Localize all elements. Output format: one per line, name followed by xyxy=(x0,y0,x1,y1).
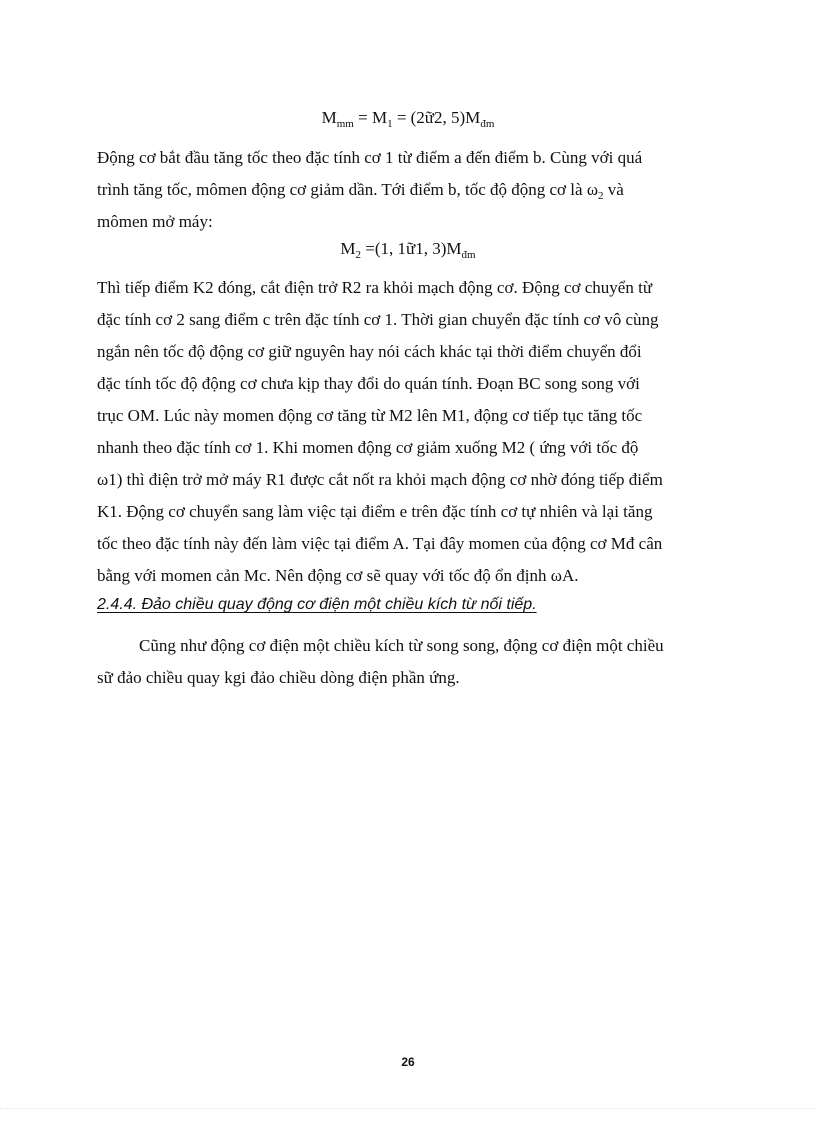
paragraph-3-line-2: sữ đảo chiều quay kgi đảo chiều dòng điện phần ứng. xyxy=(97,668,460,687)
formula-starting-torque xyxy=(0,106,816,130)
formula-1-mid: = M xyxy=(353,108,388,127)
paragraph-2-line: K1. Động cơ chuyển sang làm việc tại điểm e trên đặc tính cơ tự nhiên và lại tăng xyxy=(97,502,653,521)
paragraph-2-line: Thì tiếp điểm K2 đóng, cắt điện trở R2 ra khỏi mạch động cơ. Động cơ chuyển từ xyxy=(97,278,653,297)
paragraph-2-line: ω1) thì điện trở mở máy R1 được cắt nốt ra khỏi mạch động cơ nhờ đóng tiếp điểm xyxy=(97,470,663,489)
paragraph-1-line-2-text: trình tăng tốc, mômen động cơ giảm dần. Tới điểm b, tốc độ động cơ là ω xyxy=(97,180,599,199)
formula-1-sub-b: 1 xyxy=(387,118,393,130)
paragraph-1-line-1: Động cơ bắt đầu tăng tốc theo đặc tính cơ 1 từ điểm a đến điểm b. Cùng với quá xyxy=(97,148,643,167)
paragraph-2-line: nhanh theo đặc tính cơ 1. Khi momen động cơ giảm xuống M2 ( ứng với tốc độ xyxy=(97,438,639,457)
paragraph-2-line: trục OM. Lúc này momen động cơ tăng từ M2 lên M1, động cơ tiếp tục tăng tốc xyxy=(97,406,643,425)
paragraph-2-line: ngắn nên tốc độ động cơ giữ nguyên hay nói cách khác tại thời điểm chuyển đổi xyxy=(97,342,642,361)
formula-1-sub-a: mm xyxy=(336,118,354,130)
paragraph-2-line: bằng với momen cản Mc. Nên động cơ sẽ quay với tốc độ ổn định ωA. xyxy=(97,566,579,585)
formula-1-sub-c: đm xyxy=(480,118,495,130)
paragraph-2-line: đặc tính tốc độ động cơ chưa kịp thay đổi do quán tính. Đoạn BC song song với xyxy=(97,374,640,393)
formula-1-rest: = (2ữ2, 5)M xyxy=(392,108,481,127)
omega-2-subscript: 2 xyxy=(598,190,604,202)
paragraph-acceleration xyxy=(97,142,721,238)
formula-1-main: M xyxy=(321,108,337,127)
paragraph-1-line-3: mômen mở máy: xyxy=(97,212,213,231)
paragraph-1-line-2-end: và xyxy=(603,180,624,199)
formula-2-sub-a: 2 xyxy=(355,249,362,261)
paragraph-3-line-1: Cũng như động cơ điện một chiều kích từ song song, động cơ điện một chiều xyxy=(139,636,664,655)
formula-2-rest: =(1, 1ữ1, 3)M xyxy=(361,239,462,258)
formula-switching-torque xyxy=(0,237,816,261)
page-number: 26 xyxy=(401,1055,415,1069)
footer-divider xyxy=(0,1108,816,1109)
section-heading: 2.4.4. Đảo chiều quay động cơ điện một chiều kích từ nối tiếp. xyxy=(97,596,537,613)
paragraph-reversal xyxy=(97,630,721,694)
formula-2-sub-c: đm xyxy=(461,249,476,261)
paragraph-2-line: đặc tính cơ 2 sang điểm c trên đặc tính cơ 1. Thời gian chuyển đặc tính cơ vô cùng xyxy=(97,310,659,329)
paragraph-2-line: tốc theo đặc tính này đến làm việc tại điểm A. Tại đây momen của động cơ Mđ cân xyxy=(97,534,663,553)
formula-2-main: M xyxy=(340,239,356,258)
paragraph-switching-process xyxy=(97,272,721,592)
paragraph-1-line-2 xyxy=(97,174,721,206)
